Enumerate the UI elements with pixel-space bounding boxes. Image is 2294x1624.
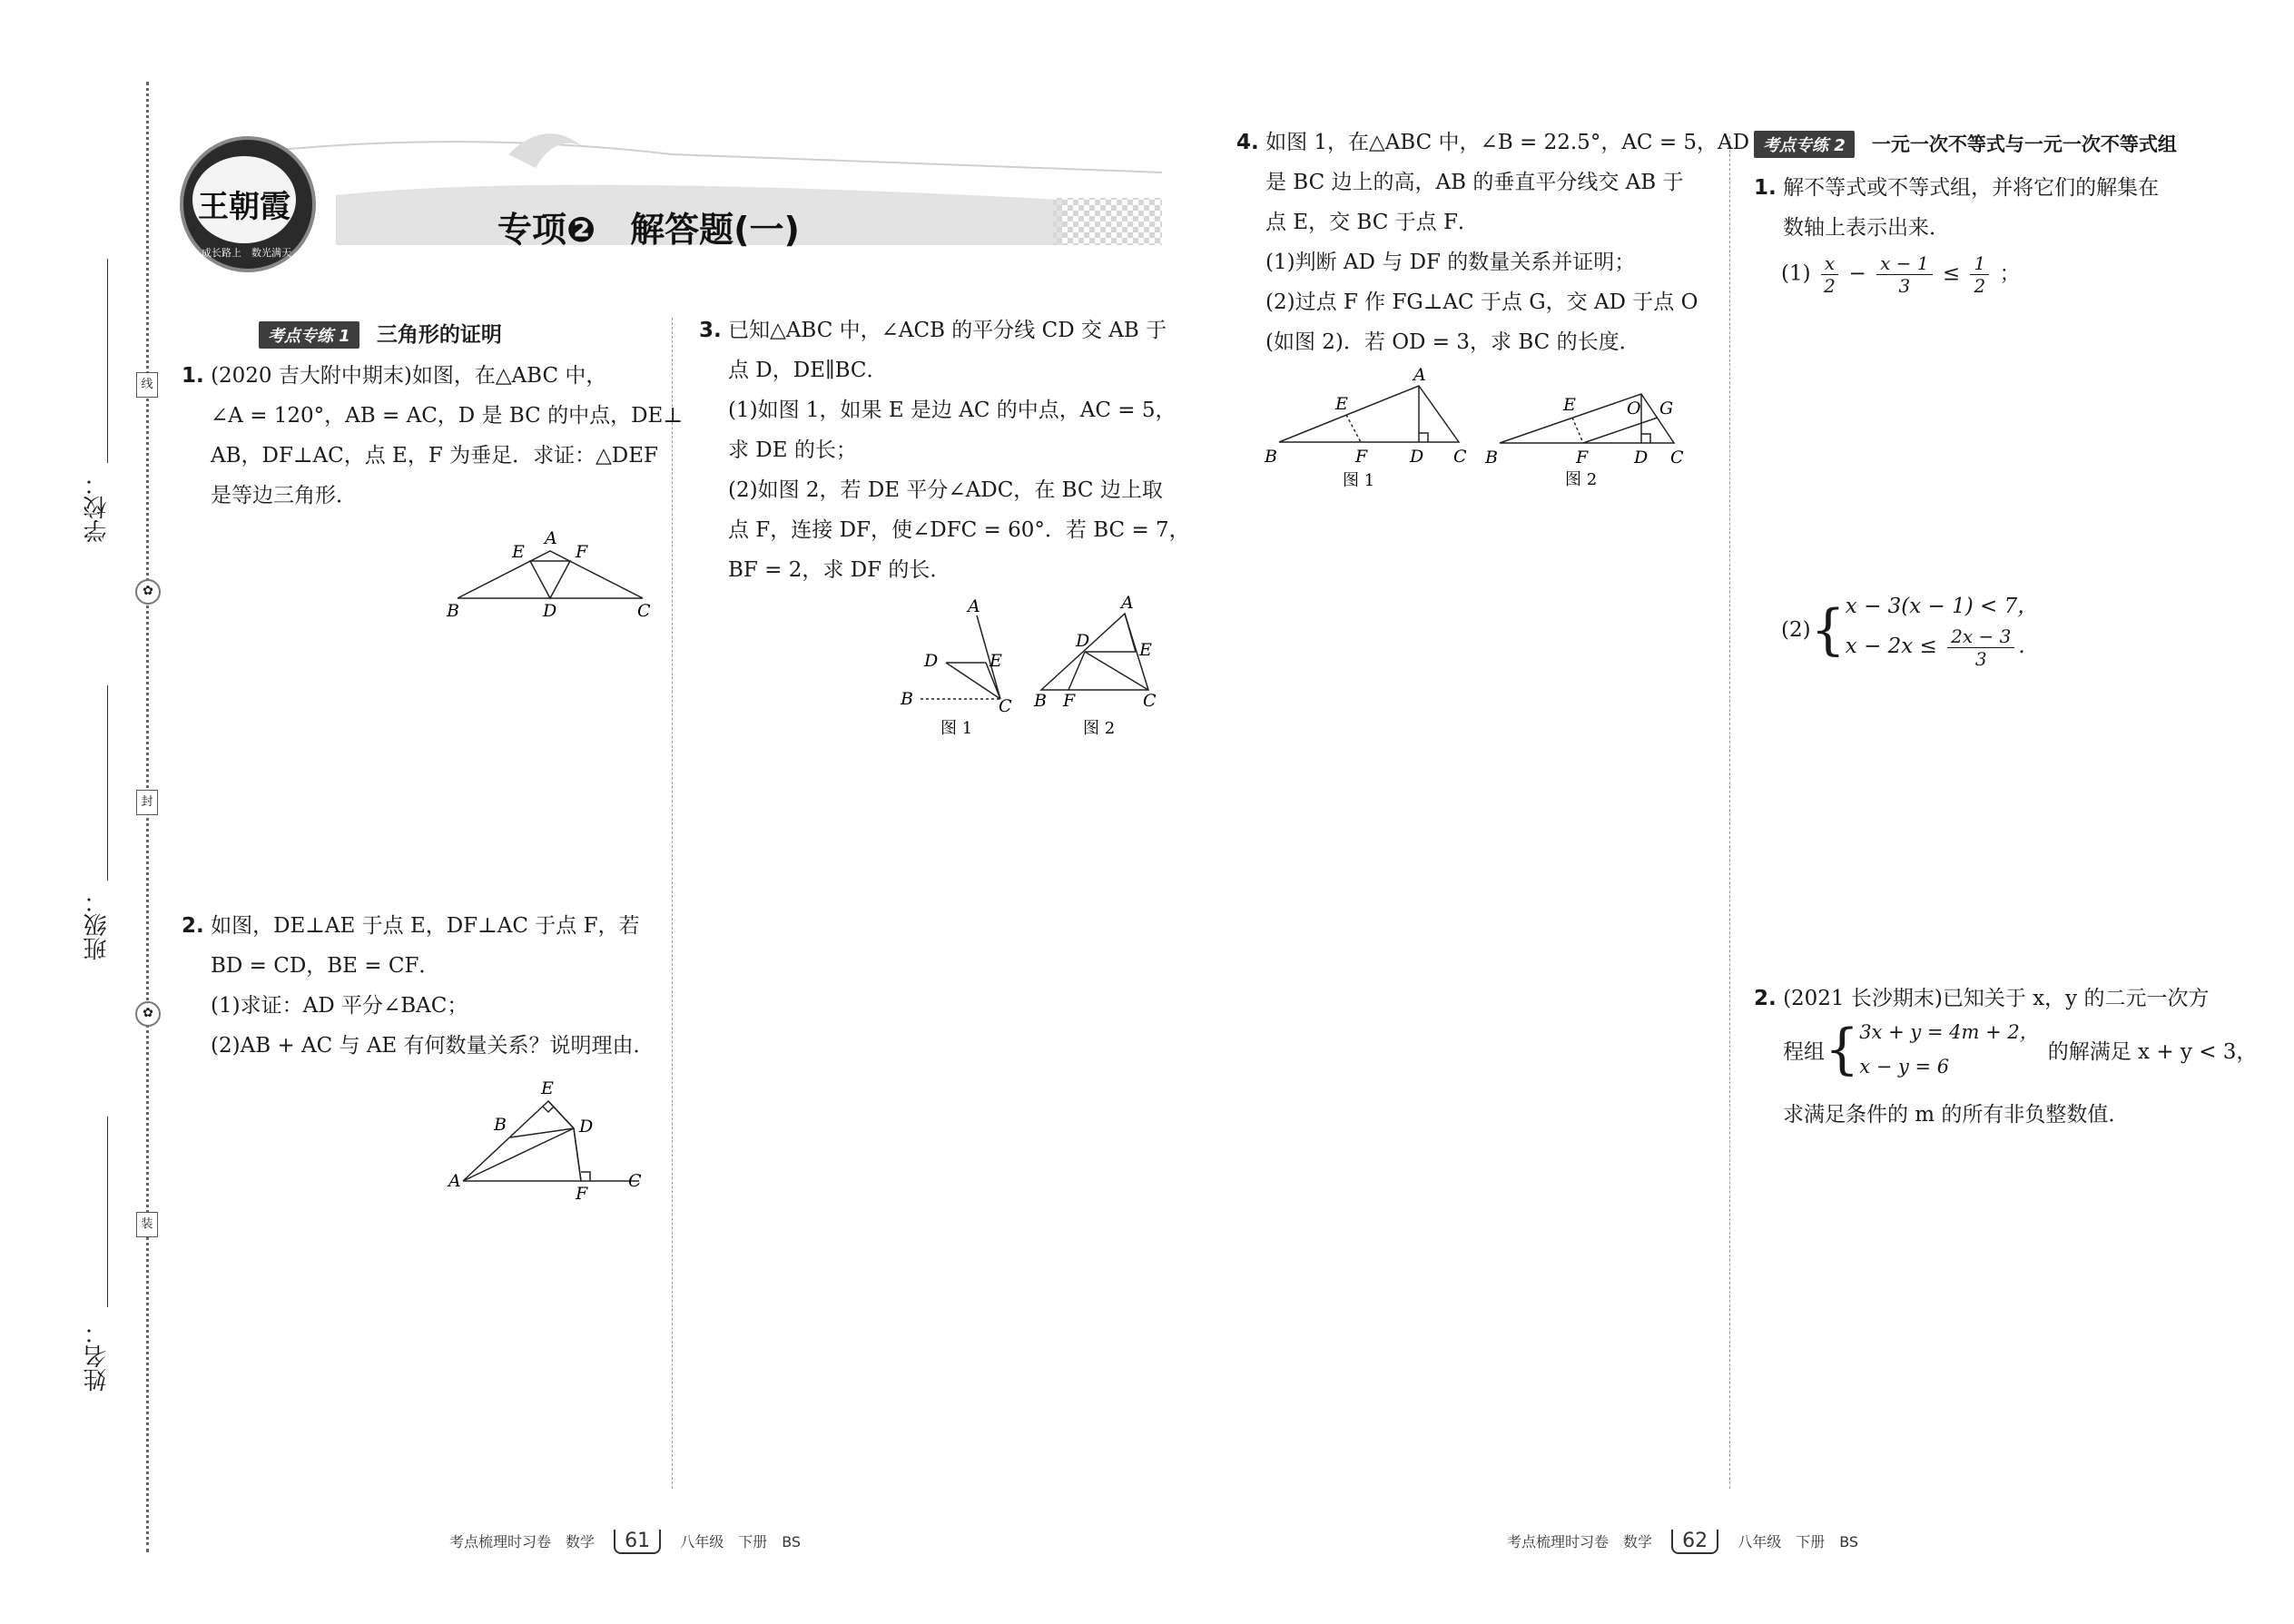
fraction bbox=[1970, 252, 1989, 297]
footer-book: 考点梳理时习卷 数学 bbox=[449, 1533, 596, 1550]
label-F: F bbox=[1063, 691, 1076, 711]
binding-dotted-line bbox=[146, 82, 149, 1552]
label-C: C bbox=[999, 696, 1012, 716]
q4-figure-2 bbox=[1480, 381, 1707, 499]
system-line-left: x − 2x ≤ bbox=[1845, 635, 1937, 658]
label-E: E bbox=[1335, 394, 1348, 414]
numerator: x − 1 bbox=[1876, 252, 1932, 275]
question-6-line-3: 求满足条件的 m 的所有非负整数值． bbox=[1783, 1103, 2130, 1127]
fraction bbox=[1876, 252, 1932, 297]
label-D: D bbox=[579, 1117, 594, 1137]
label-E: E bbox=[512, 542, 525, 562]
label-B: B bbox=[901, 689, 913, 709]
question-line: 的解满足 x + y < 3， bbox=[2047, 1039, 2258, 1064]
label-D: D bbox=[1634, 448, 1649, 468]
question-line: ∠A = 120°，AB = AC，D 是 BC 的中点，DE⊥ bbox=[211, 404, 683, 428]
question-line: (2021 长沙期末)已知关于 x，y 的二元一次方 bbox=[1783, 987, 2210, 1010]
question-line: 求 DE 的长； bbox=[728, 438, 857, 462]
question-2 bbox=[182, 906, 655, 1066]
school-label: 学校： bbox=[84, 472, 111, 543]
question-line: (2020 吉大附中期末)如图，在△ABC 中， bbox=[211, 364, 607, 388]
question-line: 如图 1，在△ABC 中，∠B = 22.5°，AC = 5，AD bbox=[1265, 131, 1750, 154]
label-D: D bbox=[543, 601, 557, 621]
part-prefix: (1) bbox=[1781, 261, 1811, 286]
label-C: C bbox=[628, 1171, 642, 1191]
label-E: E bbox=[989, 651, 1002, 671]
question-line: 点 F，连接 DF，使∠DFC = 60°．若 BC = 7， bbox=[728, 518, 1190, 542]
name-field-line bbox=[107, 1117, 108, 1307]
name-label: 姓名： bbox=[84, 1321, 111, 1392]
school-field-line bbox=[107, 259, 108, 463]
binding-mark-seal: 封 bbox=[136, 790, 158, 815]
inequality-part-2 bbox=[1781, 590, 2038, 670]
q1-figure bbox=[445, 522, 663, 622]
q2-figure bbox=[447, 1076, 655, 1203]
label-F: F bbox=[1355, 447, 1368, 467]
label-B: B bbox=[447, 601, 459, 621]
triangle-abc bbox=[458, 551, 643, 598]
question-line: 程组 bbox=[1783, 1039, 1825, 1064]
figure-caption: 图 2 bbox=[1565, 470, 1598, 489]
footer-grade: 八年级 下册 BS bbox=[680, 1533, 802, 1550]
label-O: O bbox=[1627, 399, 1641, 418]
equation-line: 3x + y = 4m + 2， bbox=[1859, 1021, 2039, 1043]
footer-book: 考点梳理时习卷 数学 bbox=[1507, 1533, 1653, 1550]
page-number: 61 bbox=[614, 1530, 661, 1554]
label-A: A bbox=[448, 1171, 461, 1191]
operator: − bbox=[1848, 261, 1866, 286]
punctuation: ； bbox=[1999, 261, 2021, 286]
binding-ornament-icon: ✿ bbox=[135, 579, 161, 605]
triangle-def bbox=[530, 561, 570, 598]
label-B: B bbox=[494, 1115, 507, 1135]
question-line: BD = CD，BE = CF． bbox=[211, 954, 440, 978]
denominator: 2 bbox=[1824, 275, 1836, 297]
label-B: B bbox=[1034, 691, 1047, 711]
numerator: 2x − 3 bbox=[1947, 625, 2014, 648]
question-line: (2)过点 F 作 FG⊥AC 于点 G，交 AD 于点 O bbox=[1265, 290, 1698, 314]
footer-right bbox=[1507, 1530, 1858, 1554]
question-number: 1. bbox=[182, 364, 204, 388]
question-number: 2. bbox=[182, 914, 204, 938]
label-A: A bbox=[1121, 593, 1134, 613]
label-F: F bbox=[576, 542, 588, 562]
binding-ornament-icon: ✿ bbox=[135, 1001, 161, 1027]
label-E: E bbox=[1139, 640, 1152, 660]
page-number: 62 bbox=[1671, 1530, 1718, 1554]
equation-system bbox=[1783, 1015, 2257, 1084]
question-line: 数轴上表示出来． bbox=[1783, 216, 1950, 240]
question-line: 是等边三角形． bbox=[211, 484, 357, 507]
page-title: 专项❷ 解答题(一) bbox=[497, 210, 800, 250]
question-line: 点 D，DE∥BC． bbox=[728, 359, 888, 382]
question-line: BF = 2，求 DF 的长． bbox=[728, 558, 951, 582]
figure-caption: 图 2 bbox=[1083, 719, 1116, 738]
label-C: C bbox=[1143, 691, 1157, 711]
figure-caption: 图 1 bbox=[940, 719, 973, 738]
question-line: 如图，DE⊥AE 于点 E，DF⊥AC 于点 F，若 bbox=[211, 914, 640, 938]
section-title: 一元一次不等式与一元一次不等式组 bbox=[1871, 133, 2177, 155]
label-A: A bbox=[1413, 368, 1426, 385]
section-heading-2 bbox=[1754, 130, 2177, 158]
section-tag: 考点专练 2 bbox=[1754, 131, 1855, 158]
section-tag: 考点专练 1 bbox=[259, 321, 359, 349]
label-B: B bbox=[1485, 448, 1498, 468]
question-line: (1)如图 1，如果 E 是边 AC 的中点，AC = 5， bbox=[728, 399, 1177, 422]
section-heading-1 bbox=[259, 318, 502, 349]
q3-figure-2 bbox=[1030, 590, 1176, 740]
question-line: (2)AB + AC 与 AE 有何数量关系？说明理由． bbox=[211, 1034, 655, 1058]
question-number: 2. bbox=[1754, 987, 1777, 1010]
brace: { bbox=[1810, 598, 1846, 662]
class-label: 班级： bbox=[84, 890, 111, 960]
brand-logo-name: 王朝霞 bbox=[198, 189, 290, 225]
label-D: D bbox=[1410, 447, 1424, 467]
question-line: 是 BC 边上的高，AB 的垂直平分线交 AB 于 bbox=[1265, 171, 1684, 194]
operator: ≤ bbox=[1942, 261, 1961, 286]
question-6 bbox=[1754, 979, 2209, 1019]
question-number: 1. bbox=[1754, 176, 1777, 200]
question-line: 已知△ABC 中，∠ACB 的平分线 CD 交 AB 于 bbox=[728, 319, 1167, 342]
class-field-line bbox=[107, 685, 108, 881]
binding-mark-fold: 装 bbox=[136, 1212, 158, 1237]
question-line: (如图 2)．若 OD = 3，求 BC 的长度． bbox=[1265, 330, 1640, 354]
numerator: x bbox=[1821, 252, 1838, 275]
system-lines bbox=[1846, 590, 2038, 670]
punctuation: . bbox=[2018, 635, 2025, 658]
question-4 bbox=[1236, 123, 1749, 362]
question-5 bbox=[1754, 168, 2159, 248]
question-line: (1)求证：AD 平分∠BAC； bbox=[211, 994, 468, 1018]
slogan-left: 成长路上 bbox=[202, 247, 241, 259]
label-A: A bbox=[545, 528, 557, 548]
fraction bbox=[1947, 625, 2014, 670]
question-line: (2)如图 2，若 DE 平分∠ADC，在 BC 边上取 bbox=[728, 478, 1163, 502]
q4-figure-1 bbox=[1257, 368, 1475, 495]
footer-grade: 八年级 下册 BS bbox=[1738, 1533, 1859, 1550]
inequality-part-1 bbox=[1781, 252, 2021, 297]
label-C: C bbox=[637, 601, 651, 621]
figure-caption: 图 1 bbox=[1343, 471, 1375, 490]
label-G: G bbox=[1659, 399, 1674, 418]
footer-left bbox=[449, 1530, 801, 1554]
slogan-right: 数光满天 bbox=[251, 247, 291, 259]
section-title: 三角形的证明 bbox=[376, 323, 502, 347]
label-F: F bbox=[576, 1184, 588, 1203]
part-prefix: (2) bbox=[1781, 618, 1811, 642]
label-F: F bbox=[1576, 448, 1589, 468]
denominator: 3 bbox=[1898, 275, 1911, 297]
question-line: 点 E，交 BC 于点 F． bbox=[1265, 211, 1479, 234]
label-B: B bbox=[1265, 447, 1277, 467]
system-lines bbox=[1859, 1015, 2039, 1084]
question-3 bbox=[699, 310, 1190, 590]
label-E: E bbox=[541, 1078, 554, 1098]
system-line-2 bbox=[1846, 623, 2038, 670]
question-line: 解不等式或不等式组，并将它们的解集在 bbox=[1783, 176, 2160, 200]
brand-logo-slogan bbox=[202, 245, 291, 260]
label-C: C bbox=[1453, 447, 1467, 467]
q3-figure-1 bbox=[899, 590, 1035, 740]
numerator: 1 bbox=[1970, 252, 1989, 275]
label-C: C bbox=[1670, 448, 1684, 468]
question-line: (1)判断 AD 与 DF 的数量关系并证明； bbox=[1265, 251, 1636, 274]
question-number: 4. bbox=[1236, 131, 1259, 154]
system-line: x − 3(x − 1) < 7， bbox=[1845, 595, 2039, 618]
equation-line: x − y = 6 bbox=[1859, 1056, 1950, 1078]
denominator: 3 bbox=[1974, 647, 1987, 670]
fraction bbox=[1821, 252, 1838, 297]
question-1 bbox=[182, 356, 683, 516]
question-line: AB，DF⊥AC，点 E，F 为垂足．求证：△DEF bbox=[211, 444, 658, 468]
label-D: D bbox=[924, 651, 939, 671]
label-E: E bbox=[1563, 395, 1576, 415]
binding-mark-line: 线 bbox=[136, 372, 158, 398]
denominator: 2 bbox=[1974, 275, 1986, 297]
label-A: A bbox=[968, 596, 980, 616]
question-number: 3. bbox=[699, 319, 722, 342]
label-D: D bbox=[1076, 631, 1090, 651]
brace: { bbox=[1825, 1018, 1860, 1081]
